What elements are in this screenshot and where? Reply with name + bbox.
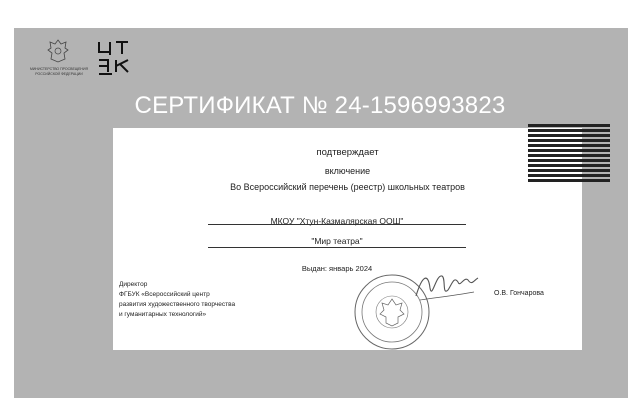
ministry-name: МИНИСТЕРСТВО ПРОСВЕЩЕНИЯ РОССИЙСКОЙ ФЕДЕРАЦИИ bbox=[30, 67, 88, 76]
certificate-title: СЕРТИФИКАТ № 24-1596993823 bbox=[134, 92, 506, 119]
register-text: Во Всероссийский перечень (реестр) школьных театров bbox=[230, 182, 465, 192]
signature-icon bbox=[412, 266, 482, 310]
eagle-emblem-icon bbox=[47, 38, 69, 64]
ministry-logo bbox=[30, 38, 88, 86]
signer-name: О.В. Гончарова bbox=[494, 290, 544, 297]
director-org-line1: ФГБУК «Всероссийский центр bbox=[119, 291, 210, 298]
director-role: Директор bbox=[119, 281, 148, 288]
theatre-name: "Мир театра" bbox=[311, 236, 363, 246]
director-org-line3: и гуманитарных технологий» bbox=[119, 311, 207, 318]
director-org-line2: развития художественного творчества bbox=[119, 301, 236, 308]
theatre-underline bbox=[208, 247, 466, 248]
school-underline bbox=[208, 224, 466, 225]
director-block bbox=[119, 280, 235, 320]
issue-date: Выдан: январь 2024 bbox=[301, 264, 373, 273]
inclusion-text: включение bbox=[324, 166, 371, 176]
school-name: МКОУ "Хтун-Казмалярская ООШ" bbox=[270, 216, 404, 226]
center-logo-icon bbox=[96, 40, 134, 78]
confirms-text: подтверждает bbox=[316, 147, 379, 158]
